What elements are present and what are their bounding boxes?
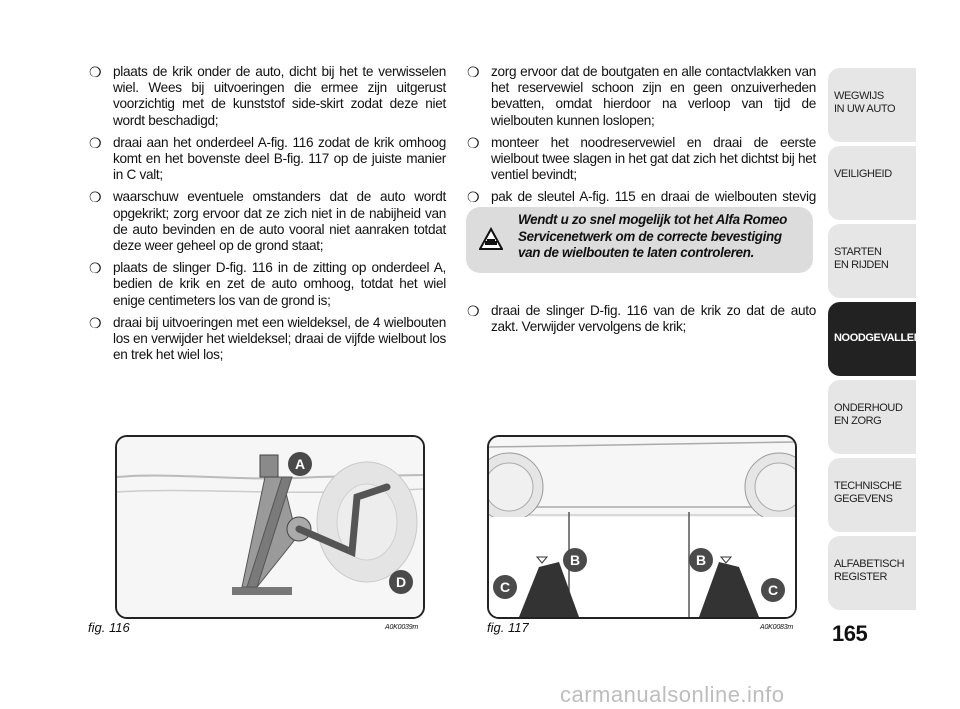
bullet-icon: ❍ [467, 64, 480, 80]
bullet-icon: ❍ [467, 134, 480, 151]
instruction-item [88, 189, 446, 254]
instruction-text: waarschuw eventuele omstanders dat de auto wordt opgekrikt; zorg ervoor dat ze zich niet in de nabijheid van de auto bevinden en de auto vooral niet aanraken totdat deze weer geheel op de grond staat; [113, 189, 446, 254]
bullet-icon: ❍ [89, 189, 102, 206]
watermark: carmanualsonline.info [560, 682, 785, 707]
instruction-text: monteer het noodreservewiel en draai de eerste wielbout twee slagen in het gat dat zich het dichtst bij het ventiel bevindt; [491, 134, 816, 183]
instruction-text: draai bij uitvoeringen met een wieldeksel, de 4 wielbouten los en verwijder het wieldeksel; draai de vijfde wielbout los en trek het wiel los; [113, 314, 446, 363]
left-column [88, 64, 446, 369]
instruction-item [466, 303, 816, 335]
instruction-item [466, 64, 816, 129]
bullet-icon: ❍ [467, 189, 480, 206]
tab-veiligheid[interactable]: VEILIGHEID [828, 146, 916, 220]
figure-caption: fig. 116 [88, 620, 130, 635]
label-c: C [499, 579, 511, 595]
label-d: D [395, 574, 407, 590]
instruction-item [88, 315, 446, 364]
instruction-text: plaats de krik onder de auto, dicht bij het te verwisselen wiel. Wees bij uitvoeringen die ermee zijn uitgerust voorzichtig met de kunststof side-skirt zodat deze niet wordt beschadigd; [113, 64, 446, 128]
bullet-icon: ❍ [467, 303, 480, 319]
label-c: C [767, 582, 779, 598]
instruction-item [88, 135, 446, 184]
warning-text: Wendt u zo snel mogelijk tot het Alfa Romeo Servicenetwerk om de correcte bevestiging van de wielbouten te laten controleren. [518, 212, 788, 260]
instruction-text: pak de sleutel A-fig. 115 en draai de wielbouten stevig [491, 189, 816, 205]
figure-code: A0K0039m [385, 624, 419, 631]
instruction-item [88, 260, 446, 309]
figure-116 [115, 435, 425, 619]
instruction-text: zorg ervoor dat de boutgaten en alle contactvlakken van het reservewiel schoon zijn en geen onzuiverheden bevatten, omdat hierdoor na verloop van tijd de wielbouten kunnen loslopen; [491, 64, 816, 128]
bullet-icon: ❍ [89, 134, 102, 151]
figure-code: A0K0083m [760, 624, 794, 631]
tab-alfabetisch-register[interactable]: ALFABETISCH REGISTER [828, 536, 916, 610]
instruction-text: draai de slinger D-fig. 116 van de krik zo dat de auto zakt. Verwijder vervolgens de krik; [491, 303, 816, 335]
warning-box [466, 207, 813, 273]
page-number: 165 [832, 621, 868, 646]
tab-starten[interactable]: STARTEN EN RIJDEN [828, 224, 916, 298]
bullet-icon: ❍ [89, 260, 102, 277]
label-b: B [569, 552, 581, 568]
instruction-item [466, 135, 816, 184]
warning-triangle-icon [479, 227, 503, 251]
tab-wegwijs[interactable]: WEGWIJS IN UW AUTO [828, 68, 916, 142]
figure-117 [487, 435, 797, 619]
chapter-tabs [828, 68, 922, 614]
instruction-text: draai aan het onderdeel A-fig. 116 zodat de krik omhoog komt en het bovenste deel B-fig. 117 op de juiste manier in C valt; [113, 134, 446, 183]
right-column [466, 64, 816, 228]
label-a: A [294, 456, 306, 472]
tab-technische-gegevens[interactable]: TECHNISCHE GEGEVENS [828, 458, 916, 532]
jack-illustration [117, 437, 423, 617]
instruction-item [88, 64, 446, 129]
instruction-text: plaats de slinger D-fig. 116 in de zitting op onderdeel A, bedien de krik en zet de auto omhoog, totdat het wiel enige centimeters los van de grond is; [113, 260, 446, 308]
figure-caption: fig. 117 [487, 620, 529, 635]
tab-onderhoud[interactable]: ONDERHOUD EN ZORG [828, 380, 916, 454]
label-b: B [695, 552, 707, 568]
tab-noodgevallen[interactable]: NOODGEVALLEN [828, 302, 916, 376]
bullet-icon: ❍ [89, 314, 102, 331]
car-jack-points-illustration [489, 437, 795, 617]
bullet-icon: ❍ [89, 64, 102, 80]
